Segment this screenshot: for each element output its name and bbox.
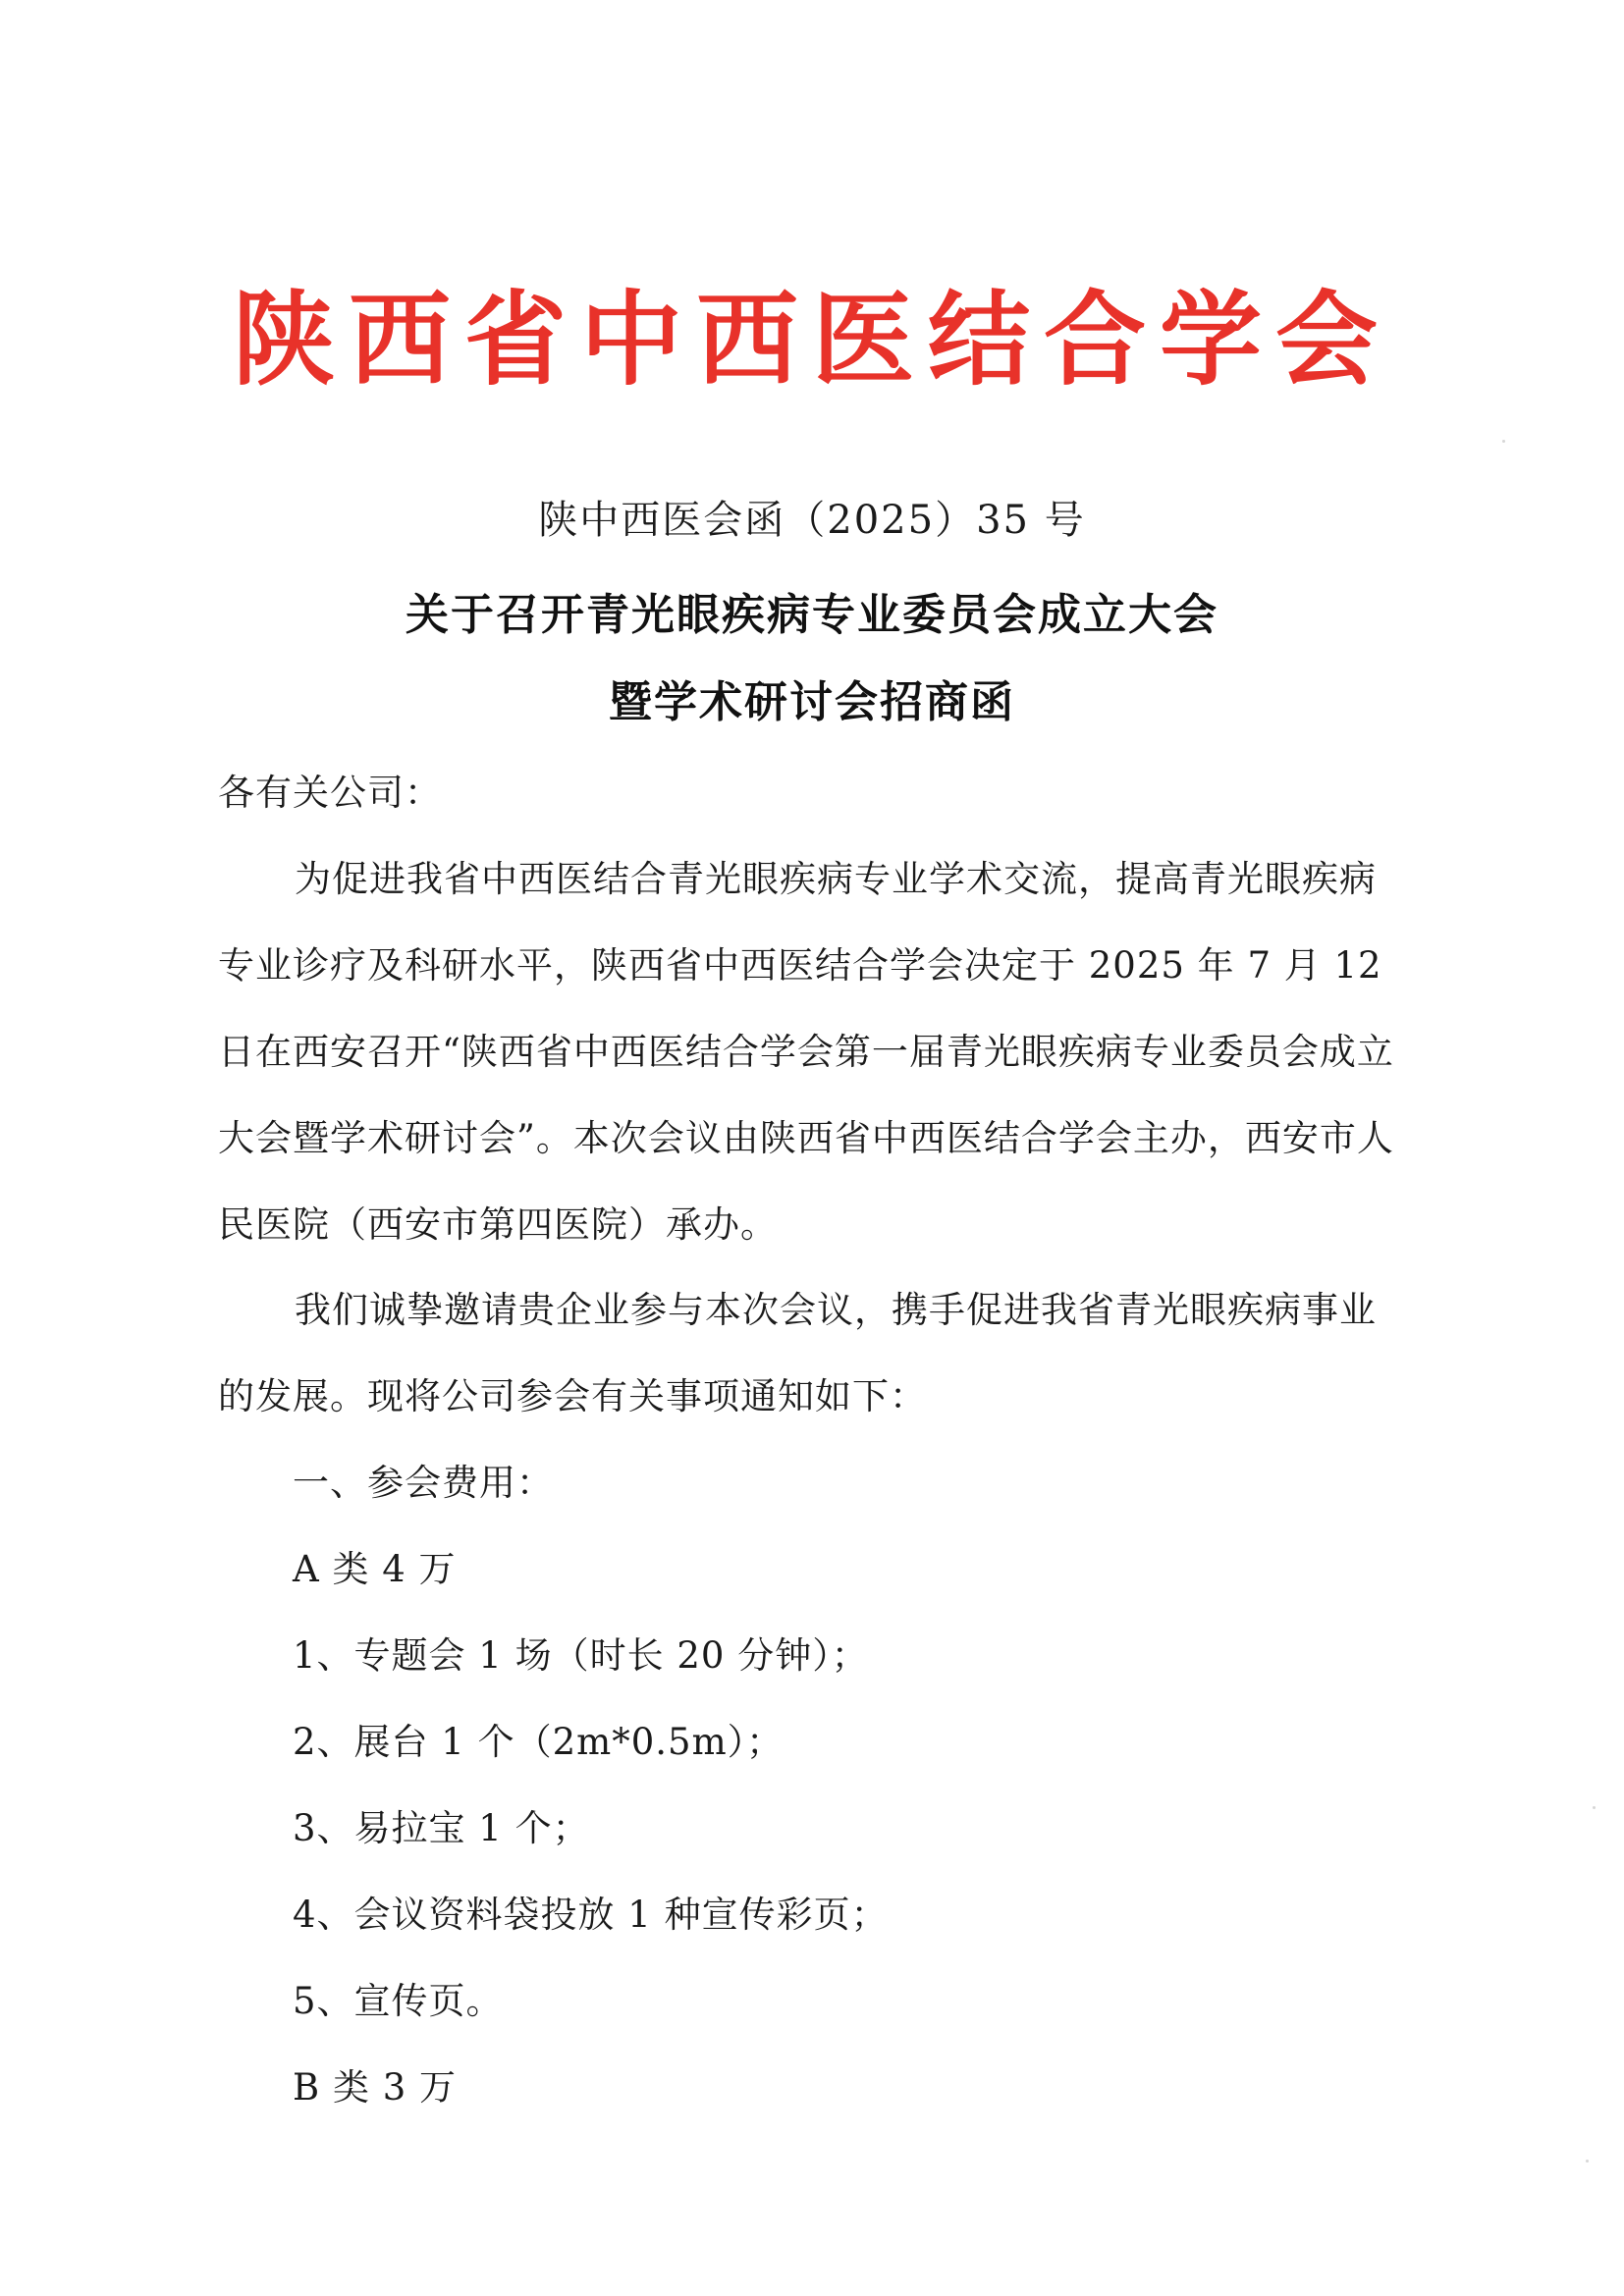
salutation: 各有关公司：: [218, 772, 442, 814]
document-number: 陕中西医会函（2025）35 号: [538, 498, 1086, 543]
category-a-item: 3、易拉宝 1 个；: [293, 1807, 590, 1849]
category-a-item: 2、展台 1 个（2m*0.5m）；: [293, 1721, 785, 1763]
document-title-line-2: 暨学术研讨会招商函: [609, 677, 1015, 727]
scan-speck: [1586, 2160, 1589, 2163]
category-a-item: 5、宣传页。: [293, 1980, 504, 2022]
fee-section: [293, 1440, 1402, 2131]
intro-paragraph: 为促进我省中西医结合青光眼疾病专业学术交流，提高青光眼疾病专业诊疗及科研水平，陕西省中西医结合学会决定于 2025 年 7 月 12 日在西安召开“陕西省中西医结合学会第一届青光眼疾病专业委员会成立大会暨学术研讨会”。本次会议由陕西省中西医结合学会主办，西安市人民医院（西安市第四医院）承办。: [218, 858, 1394, 1246]
category-a-item: 1、专题会 1 场（时长 20 分钟）；: [293, 1634, 869, 1677]
scan-speck: [1502, 440, 1505, 443]
category-a-heading: A 类 4 万: [293, 1548, 457, 1590]
category-b-heading: B 类 3 万: [293, 2066, 458, 2109]
letterhead-title: 陕西省中西医结合学会: [232, 280, 1391, 400]
document-title-line-1: 关于召开青光眼疾病专业委员会成立大会: [406, 590, 1218, 640]
scan-speck: [1593, 1806, 1596, 1809]
category-a-item: 4、会议资料袋投放 1 种宣传彩页；: [293, 1894, 889, 1936]
invitation-paragraph: 我们诚挚邀请贵企业参与本次会议，携手促进我省青光眼疾病事业的发展。现将公司参会有关事项通知如下：: [218, 1289, 1377, 1417]
section-heading-fees: 一、参会费用：: [293, 1462, 554, 1504]
